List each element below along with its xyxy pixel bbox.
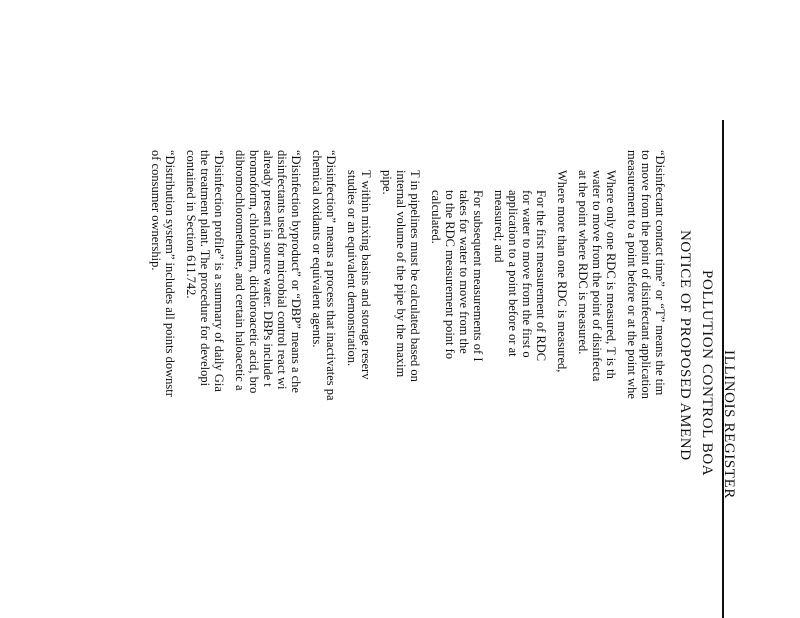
text-line: disinfectants used for microbial control react wi [275, 150, 289, 390]
text-line: contained in Section 611.742. [184, 150, 198, 299]
text-line: of consumer ownership. [149, 150, 163, 271]
text-line: “Disinfection profile” is a summary of daily Gia [212, 150, 226, 392]
text-line: For the first measurement of RDC [534, 190, 548, 362]
text-line: internal volume of the pipe by the maxim [394, 170, 408, 378]
text-line: pipe. [380, 170, 394, 195]
text-line: Where only one RDC is measured, T is th [604, 170, 618, 379]
rotated-document-text [149, 150, 740, 618]
text-line: “Distribution system” includes all points downstr [163, 150, 177, 397]
paragraph-gap [618, 150, 625, 618]
text-line: the treatment plant. The procedure for developi [198, 150, 212, 387]
paragraph-gap [373, 150, 380, 618]
body-text [149, 150, 667, 618]
text-line: For subsequent measurements of I [471, 190, 485, 362]
text-line: “Disinfection” means a process that inactivates pa [324, 150, 338, 401]
paragraph-gap [338, 150, 345, 618]
notice-title: NOTICE OF PROPOSED AMEND [677, 230, 693, 461]
text-line: T within mixing basins and storage reserv [359, 170, 373, 380]
board-title: POLLUTION CONTROL BOA [699, 270, 715, 477]
text-line: studies or an equivalent demonstration. [345, 170, 359, 367]
text-line: to the RDC measurement point fo [443, 190, 457, 360]
paragraph-gap [485, 150, 492, 618]
text-line: T in pipelines must be calculated based on [408, 170, 422, 382]
text-line: bromoform, chloroform, dichloroacetic acid, bro [247, 150, 261, 394]
paragraph-gap [177, 150, 184, 618]
text-line: takes for water to move from the [457, 190, 471, 354]
text-line: “Disinfectant contact time” or “T” means the tim [653, 150, 667, 396]
paragraph-gap [548, 150, 555, 618]
paragraph-gap [303, 150, 310, 618]
text-line: chemical oxidants or equivalent agents. [310, 150, 324, 348]
text-line: calculated. [429, 190, 443, 244]
text-line: water to move from the point of disinfecta [590, 170, 604, 382]
register-title: ILLINOIS REGISTER [721, 350, 737, 499]
text-line: dibromochloromethane, and certain haloacetic a [233, 150, 247, 391]
paragraph-gap [569, 150, 576, 618]
text-line: to move from the point of disinfectant application [639, 150, 653, 399]
text-line: at the point where RDC is measured. [576, 170, 590, 355]
text-line: measurement to a point before or at the point whe [625, 150, 639, 399]
paragraph-gap [422, 150, 429, 618]
paragraph-gap [226, 150, 233, 618]
text-line: measured; and [492, 190, 506, 263]
spacer [667, 150, 674, 618]
text-line: for water to move from the first o [520, 190, 534, 358]
text-line: Where more than one RDC is measured, [555, 170, 569, 373]
text-line: “Disinfection byproduct” or “DBP” means a che [289, 150, 303, 393]
text-line: application to a point before or at [506, 190, 520, 357]
text-line: already present in source water. DBPs include t [261, 150, 275, 387]
